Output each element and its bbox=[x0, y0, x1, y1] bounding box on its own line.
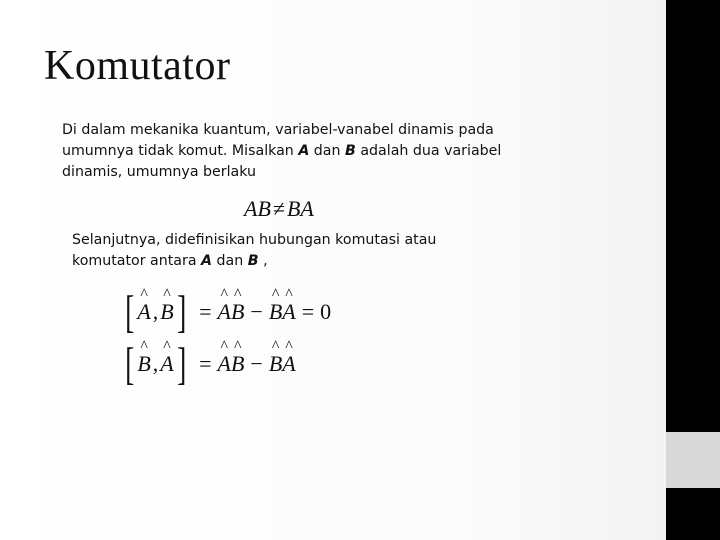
intro-paragraph bbox=[62, 120, 532, 183]
def-variable-a: A bbox=[201, 253, 213, 269]
eq3-op-second: ^ A bbox=[160, 351, 173, 377]
eq3-op-first: ^ B bbox=[137, 351, 150, 377]
variable-a: A bbox=[298, 143, 310, 159]
eq2-op-first: ^ A bbox=[137, 299, 150, 325]
eq2-rhs-b1: ^ B bbox=[231, 299, 244, 325]
def-variable-b: B bbox=[247, 253, 259, 269]
eq3-rhs-a2: ^ A bbox=[282, 351, 295, 377]
def-text-3: , bbox=[258, 253, 268, 269]
eq1-right: BA bbox=[286, 196, 314, 221]
slide-title: Komutator bbox=[44, 43, 231, 89]
left-bracket: [ bbox=[125, 338, 135, 389]
eq2-rhs-a1: ^ A bbox=[217, 299, 230, 325]
eq2-rhs-b2: ^ B bbox=[269, 299, 282, 325]
comma: , bbox=[152, 299, 159, 324]
definition-paragraph bbox=[72, 230, 492, 272]
comma: , bbox=[152, 351, 159, 376]
right-bracket: ] bbox=[176, 338, 186, 389]
eq2-rhs-a2: ^ A bbox=[282, 299, 295, 325]
sidebar-gray-block bbox=[666, 432, 720, 488]
eq3-rhs-a1: ^ A bbox=[217, 351, 230, 377]
sidebar-dark-top bbox=[666, 0, 720, 432]
eq2-op-second: ^ B bbox=[160, 299, 173, 325]
eq3-rhs: =^ A^ B −^ B^ A bbox=[193, 351, 296, 377]
variable-b: B bbox=[345, 143, 356, 159]
eq3-rhs-b2: ^ B bbox=[269, 351, 282, 377]
eq2-result: 0 bbox=[320, 299, 332, 324]
left-bracket: [ bbox=[125, 286, 135, 337]
commutator-ab-equation bbox=[122, 286, 332, 337]
sidebar-dark-bottom bbox=[666, 488, 720, 540]
def-text-1: Selanjutnya, didefinisikan hubungan komutasi atau komutator antara bbox=[72, 232, 437, 269]
commutator-ba-equation bbox=[122, 338, 296, 389]
eq3-rhs-b1: ^ B bbox=[231, 351, 244, 377]
inequality-equation bbox=[244, 196, 314, 222]
intro-text-2: dan bbox=[309, 143, 346, 159]
eq1-left: AB bbox=[244, 196, 271, 221]
eq2-rhs: =^ A^ B −^ B^ A = 0 bbox=[193, 299, 331, 325]
right-bracket: ] bbox=[176, 286, 186, 337]
intro-text-3: adalah dua variabel dinamis, umumnya berlaku bbox=[62, 143, 502, 180]
eq1-op: ≠ bbox=[272, 196, 285, 221]
intro-text-1: Di dalam mekanika kuantum, variabel-vanabel dinamis pada umumnya tidak komut. Misalkan bbox=[62, 122, 494, 159]
def-text-2: dan bbox=[212, 253, 248, 269]
